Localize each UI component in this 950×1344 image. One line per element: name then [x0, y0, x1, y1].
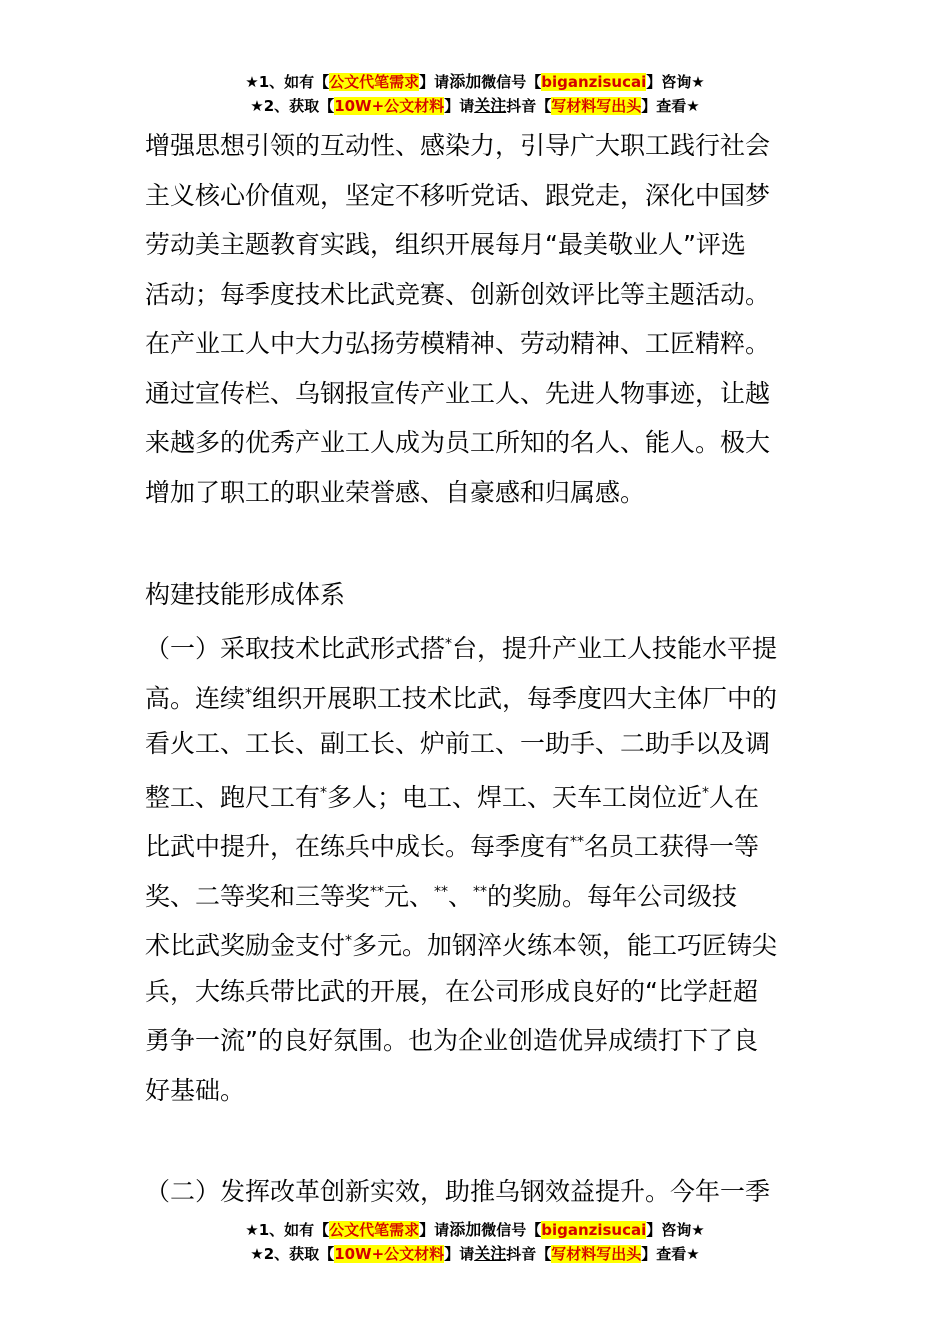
banner-highlight: 公文代笔需求	[329, 1221, 420, 1239]
banner-text: 微信号【	[481, 73, 542, 91]
text-run: 奖、二等奖和三等奖	[145, 881, 371, 911]
banner-emphasis: 关注	[474, 96, 507, 115]
text-run: 多人；电工、焊工、天车工岗位近	[327, 782, 703, 812]
text-run: 整工、跑尺工有	[145, 782, 321, 812]
paragraph-line	[145, 769, 815, 819]
banner-text: ★2、获取【	[250, 1245, 335, 1263]
banner-highlight: 公文代笔需求	[329, 73, 420, 91]
banner-emphasis: 添加	[449, 1220, 482, 1239]
banner-text: 】咨询★	[646, 1221, 705, 1239]
banner-text: ★1、如有【	[245, 73, 330, 91]
footer-banner	[0, 1218, 950, 1266]
paragraph-reform	[145, 1167, 815, 1217]
banner-text: 】查看★	[641, 97, 700, 115]
redaction-mark: **	[434, 883, 449, 900]
banner-highlight: biganzisucai	[541, 1221, 647, 1239]
paragraph-line: 兵，大练兵带比武的开展，在公司形成良好的“比学赶超	[145, 976, 758, 1006]
text-run: 名员工获得一等	[584, 832, 760, 861]
banner-text: 】请	[444, 97, 475, 115]
banner-highlight: 10W+公文材料	[334, 1245, 445, 1263]
banner-text: 】查看★	[641, 1245, 700, 1263]
redaction-mark: **	[570, 834, 585, 850]
paragraph-line	[145, 620, 815, 670]
paragraph-line	[145, 868, 815, 918]
redaction-mark: *	[702, 784, 710, 801]
redaction-mark: *	[320, 784, 328, 801]
text-run: （一）采取技术比武形式搭	[145, 634, 446, 663]
banner-line-1	[0, 70, 950, 94]
banner-highlight: biganzisucai	[541, 73, 647, 91]
paragraph-line: 增加了职工的职业荣誉感、自豪感和归属感。	[145, 477, 646, 507]
banner-line-1	[0, 1218, 950, 1242]
paragraph-line	[145, 818, 815, 868]
paragraph-line: 劳动美主题教育实践，组织开展每月“最美敬业人”评选	[145, 230, 746, 259]
banner-emphasis: 关注	[474, 1244, 507, 1263]
text-run: 组织开展职工技术比武，每季度四大主体厂中的	[252, 683, 778, 713]
paragraph-line: 勇争一流”的良好氛围。也为企业创造优异成绩打下了良	[145, 1026, 758, 1055]
paragraph-line	[145, 917, 815, 967]
redaction-mark: *	[345, 933, 353, 949]
redaction-mark: *	[445, 636, 453, 652]
text-run: 元、	[384, 881, 435, 911]
banner-line-2	[0, 1242, 950, 1266]
text-run: 比武中提升，在练兵中成长。每季度有	[145, 832, 571, 861]
banner-highlight: 写材料写出头	[551, 1245, 642, 1263]
banner-line-2	[0, 94, 950, 118]
text-run: 、	[448, 881, 474, 911]
text-run: 术比武奖励金支付	[145, 931, 346, 960]
text-run: 台，提升产业工人技能水平提	[452, 634, 778, 663]
banner-text: 】请	[419, 73, 450, 91]
banner-text: 微信号【	[481, 1221, 542, 1239]
paragraph-line: 来越多的优秀产业工人成为员工所知的名人、能人。极大	[145, 428, 771, 457]
banner-emphasis: 添加	[449, 72, 482, 91]
paragraph-line: 增强思想引领的互动性、感染力，引导广大职工践行社会	[145, 131, 771, 160]
redaction-mark: *	[245, 685, 253, 702]
paragraph-line: 活动；每季度技术比武竞赛、创新创效评比等主题活动。	[145, 279, 771, 309]
paragraph-line	[145, 670, 815, 720]
paragraph-line: （二）发挥改革创新实效，助推乌钢效益提升。今年一季	[145, 1177, 771, 1206]
banner-text: 抖音【	[506, 97, 552, 115]
section-heading	[145, 570, 815, 620]
banner-text: ★2、获取【	[250, 97, 335, 115]
paragraph-ideology	[145, 121, 815, 517]
banner-text: 】请	[419, 1221, 450, 1239]
redaction-mark: **	[370, 883, 385, 900]
banner-text: ★1、如有【	[245, 1221, 330, 1239]
banner-text: 】咨询★	[646, 73, 705, 91]
paragraph-skill-competition	[145, 620, 815, 1115]
banner-highlight: 10W+公文材料	[334, 97, 445, 115]
paragraph-line: 主义核心价值观，坚定不移听党话、跟党走，深化中国梦	[145, 180, 771, 210]
paragraph-line: 看火工、工长、副工长、炉前工、一助手、二助手以及调	[145, 729, 771, 758]
text-run: 高。连续	[145, 683, 246, 713]
paragraph-line: 好基础。	[145, 1075, 246, 1105]
banner-highlight: 写材料写出头	[551, 97, 642, 115]
banner-text: 】请	[444, 1245, 475, 1263]
text-run: 人在	[709, 782, 760, 812]
redaction-mark: **	[473, 883, 488, 900]
paragraph-line: 通过宣传栏、乌钢报宣传产业工人、先进人物事迹，让越	[145, 378, 771, 408]
text-run: 的奖励。每年公司级技	[487, 881, 738, 911]
text-run: 多元。加钢淬火练本领，能工巧匠铸尖	[352, 931, 778, 960]
header-banner	[0, 70, 950, 118]
heading-text: 构建技能形成体系	[145, 580, 346, 609]
paragraph-line: 在产业工人中大力弘扬劳模精神、劳动精神、工匠精粹。	[145, 329, 771, 358]
banner-text: 抖音【	[506, 1245, 552, 1263]
